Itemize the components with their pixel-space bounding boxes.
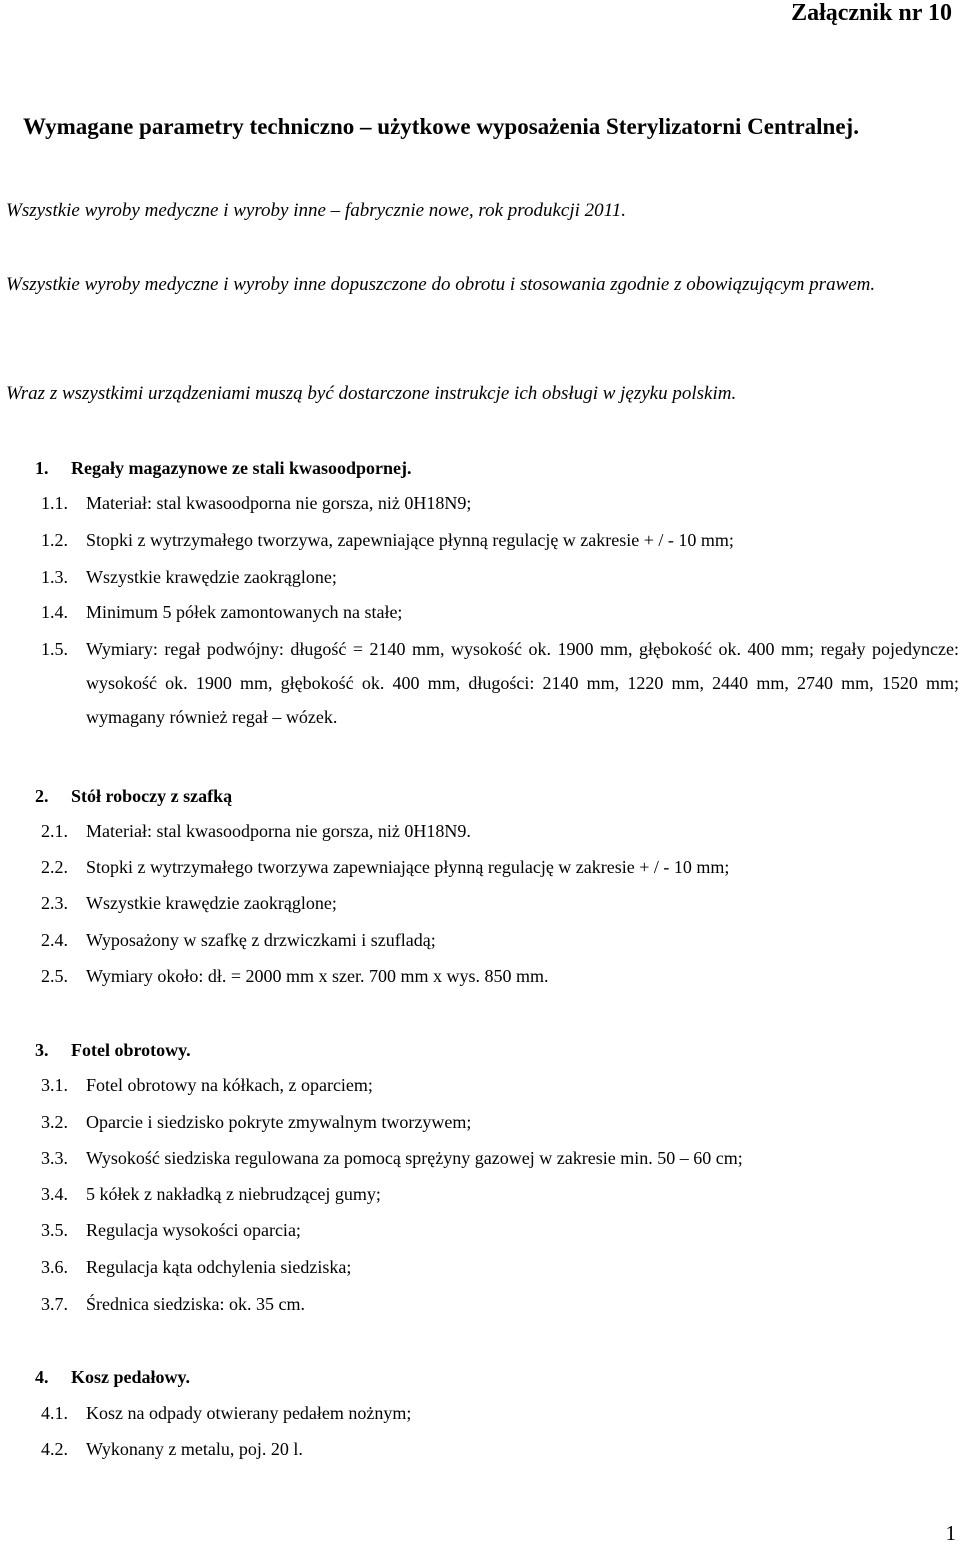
list-item-text: Stopki z wytrzymałego tworzywa, zapewniające płynną regulację w zakresie + / - 10 mm; [86,530,734,550]
list-item-number: 4.1. [41,1403,68,1423]
intro-line-instructions: Wraz z wszystkimi urządzeniami muszą być dostarczone instrukcje ich obsługi w języku polskim. [6,383,737,404]
list-item-number: 1.1. [41,493,68,513]
list-item-text: Stopki z wytrzymałego tworzywa zapewniające płynną regulację w zakresie + / - 10 mm; [86,857,730,877]
list-item-number: 3.2. [41,1112,68,1132]
list-item-number: 1.4. [41,602,68,622]
section-number: 2. [35,786,49,806]
list-item-number: 2.2. [41,857,68,877]
list-item-text: Wyposażony w szafkę z drzwiczkami i szufladą; [86,930,436,950]
list-item-number: 2.4. [41,930,68,950]
section-number: 3. [35,1040,49,1060]
list-item-text: 5 kółek z nakładką z niebrudzącej gumy; [86,1184,381,1204]
section-number: 4. [35,1367,49,1387]
list-item-text: Materiał: stal kwasoodporna nie gorsza, niż 0H18N9; [86,493,472,513]
intro-line-new-products: Wszystkie wyroby medyczne i wyroby inne – fabrycznie nowe, rok produkcji 2011. [6,200,626,221]
section-title: Kosz pedałowy. [71,1367,191,1387]
list-item-number: 1.3. [41,567,68,587]
list-item-text: Wymiary: regał podwójny: długość = 2140 mm, wysokość ok. 1900 mm, głębokość ok. 400 mm; regały pojedyncze: wysokość ok. 1900 mm, głębokość ok. 400 mm, długości: 2140 mm, 1220 mm, 2440 mm, 2740 mm, 1520 mm; wymagany również regał – wózek. [86,639,959,727]
list-item-number: 1.2. [41,530,68,550]
list-item-number: 1.5. [41,639,68,659]
list-item-number: 3.4. [41,1184,68,1204]
list-item-text: Wszystkie krawędzie zaokrąglone; [86,893,337,913]
annex-label: Załącznik nr 10 [791,0,952,26]
intro-line-legal-compliance: Wszystkie wyroby medyczne i wyroby inne dopuszczone do obrotu i stosowania zgodnie z obowiązującym prawem. [6,274,876,295]
section-title: Regały magazynowe ze stali kwasoodpornej. [71,458,412,478]
list-item-text: Wszystkie krawędzie zaokrąglone; [86,567,337,587]
document-title: Wymagane parametry techniczno – użytkowe wyposażenia Sterylizatorni Centralnej. [23,114,859,139]
list-item-text: Regulacja wysokości oparcia; [86,1220,301,1240]
section-title: Fotel obrotowy. [71,1040,191,1060]
list-item-text: Kosz na odpady otwierany pedałem nożnym; [86,1403,412,1423]
list-item-number: 2.3. [41,893,68,913]
list-item-text: Wykonany z metalu, poj. 20 l. [86,1439,303,1459]
list-item-text: Minimum 5 półek zamontowanych na stałe; [86,602,403,622]
list-item-number: 3.5. [41,1220,68,1240]
list-item-number: 2.1. [41,821,68,841]
list-item-number: 2.5. [41,966,68,986]
list-item-number: 4.2. [41,1439,68,1459]
list-item-number: 3.1. [41,1075,68,1095]
list-item-text: Wymiary około: dł. = 2000 mm x szer. 700 mm x wys. 850 mm. [86,966,549,986]
list-item-number: 3.6. [41,1257,68,1277]
section-title: Stół roboczy z szafką [71,786,233,806]
list-item-text: Oparcie i siedzisko pokryte zmywalnym tworzywem; [86,1112,472,1132]
list-item-text: Materiał: stal kwasoodporna nie gorsza, niż 0H18N9. [86,821,471,841]
page-number: 1 [945,1521,956,1545]
section-number: 1. [35,458,49,478]
list-item-text: Regulacja kąta odchylenia siedziska; [86,1257,352,1277]
list-item-number: 3.3. [41,1148,68,1168]
list-item-number: 3.7. [41,1294,68,1314]
list-item-text: Średnica siedziska: ok. 35 cm. [86,1294,305,1314]
list-item-text: Wysokość siedziska regulowana za pomocą sprężyny gazowej w zakresie min. 50 – 60 cm; [86,1148,743,1168]
list-item-text: Fotel obrotowy na kółkach, z oparciem; [86,1075,373,1095]
